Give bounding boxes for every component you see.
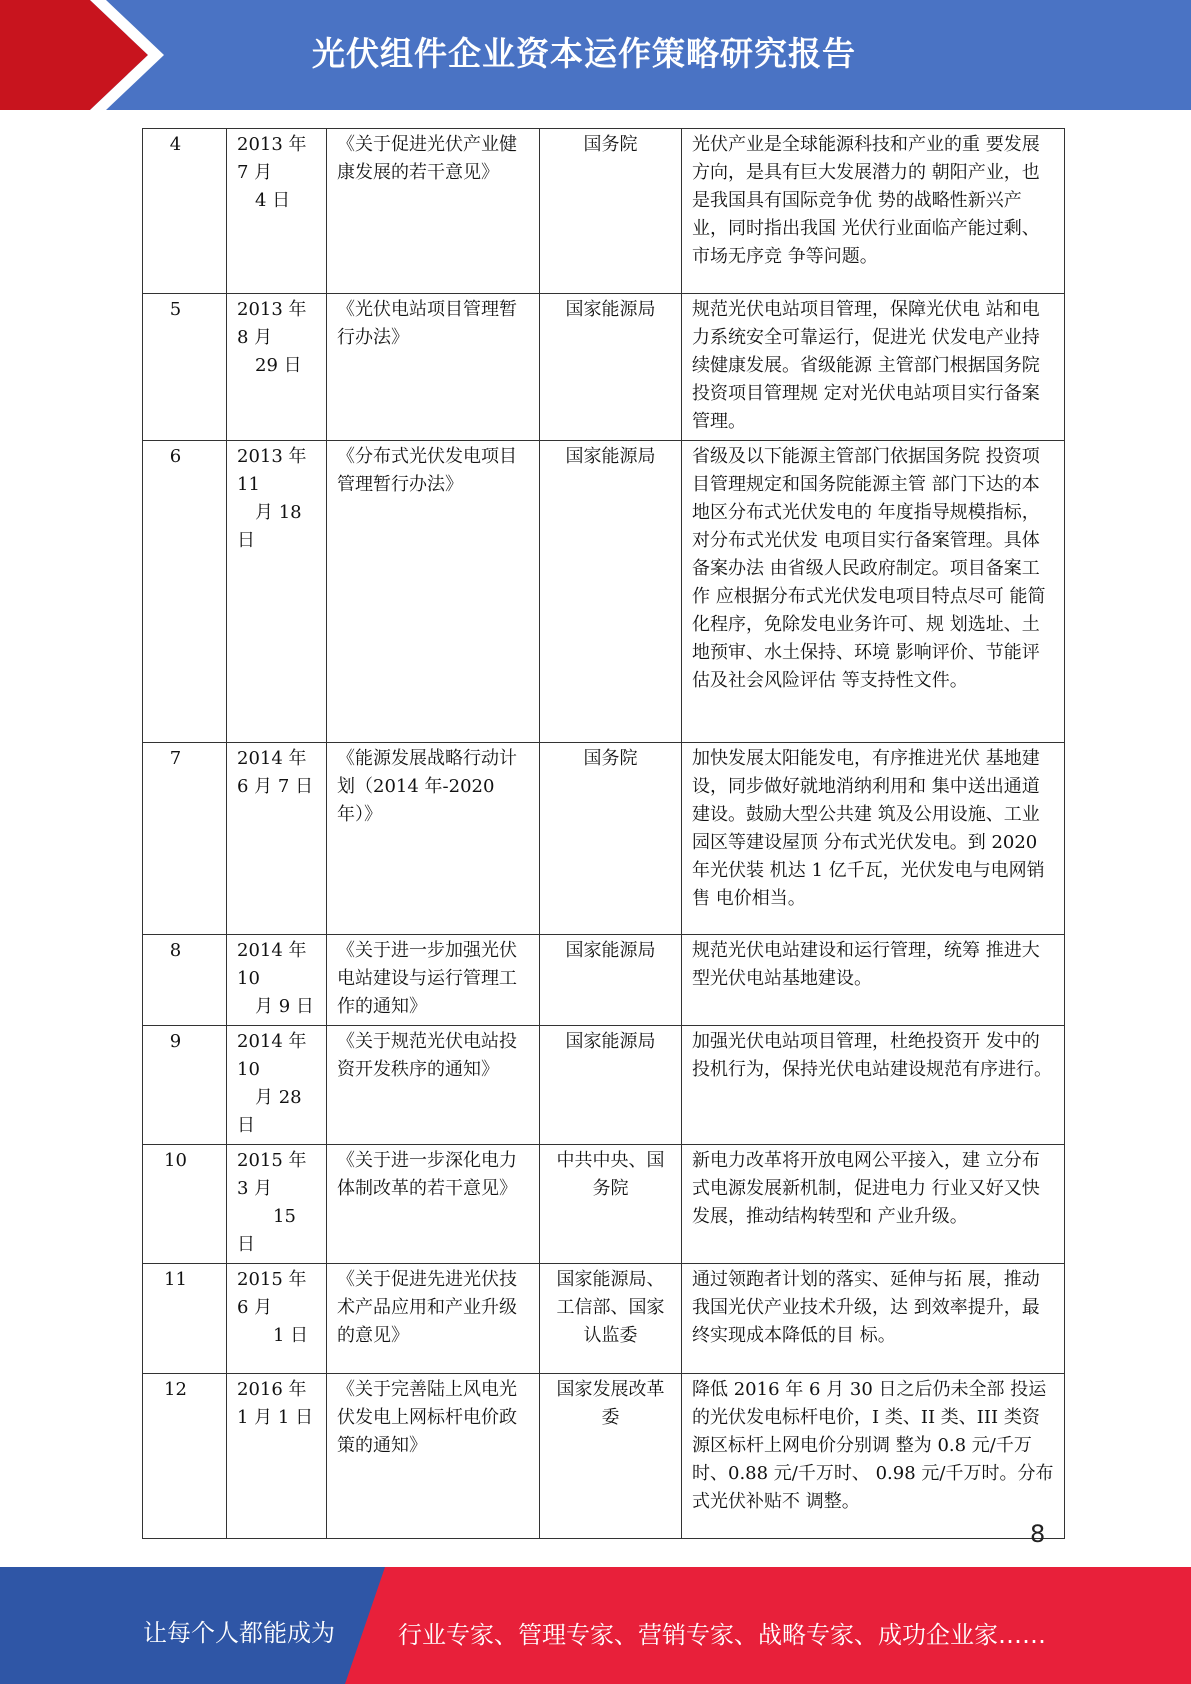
policy-table: [142, 128, 1065, 1539]
cell-description: 加快发展太阳能发电，有序推进光伏 基地建设，同步做好就地消纳利用和 集中送出通道建设。鼓励大型公共建 筑及公用设施、工业园区等建设屋顶 分布式光伏发电。到 2020 年光伏装 机达 1 亿千瓦，光伏发电与电网销售 电价相当。: [682, 743, 1065, 935]
cell-description: 规范光伏电站项目管理，保障光伏电 站和电力系统安全可靠运行，促进光 伏发电产业持续健康发展。省级能源 主管部门根据国务院投资项目管理规 定对光伏电站项目实行备案管理。: [682, 294, 1065, 441]
date-line: 2015 年: [237, 1269, 307, 1290]
date-line: 2014 年: [237, 940, 307, 961]
cell-issuing-body: 中共中央、国务院: [540, 1145, 682, 1264]
cell-date: [227, 294, 327, 441]
policy-table-wrapper: [142, 128, 1065, 1539]
date-line: 6 月 7 日: [237, 776, 314, 797]
page-number: 8: [1030, 1520, 1046, 1548]
cell-number: 4: [143, 129, 227, 294]
date-line: 2013 年: [237, 134, 307, 155]
page-footer: [0, 1567, 1191, 1684]
date-line: 8 月: [237, 327, 273, 348]
cell-policy-name: 《关于规范光伏电站投 资开发秩序的通知》: [327, 1026, 540, 1145]
cell-number: 5: [143, 294, 227, 441]
cell-description: 新电力改革将开放电网公平接入，建 立分布式电源发展新机制，促进电力 行业又好又快发展，推动结构转型和 产业升级。: [682, 1145, 1065, 1264]
date-line: 2016 年: [237, 1379, 307, 1400]
policy-table-body: [143, 129, 1065, 1539]
cell-issuing-body: 国家能源局: [540, 935, 682, 1026]
date-line: 3 月: [237, 1178, 273, 1199]
cell-policy-name: 《关于促进光伏产业健 康发展的若干意见》: [327, 129, 540, 294]
report-title: 光伏组件企业资本运作策略研究报告: [312, 34, 856, 73]
cell-number: 10: [143, 1145, 227, 1264]
date-line: 11: [237, 474, 260, 495]
cell-policy-name: 《关于促进先进光伏技 术产品应用和产业升级 的意见》: [327, 1264, 540, 1374]
cell-issuing-body: 国家能源局: [540, 1026, 682, 1145]
page-header: [0, 0, 1191, 110]
cell-number: 9: [143, 1026, 227, 1145]
cell-description: 通过领跑者计划的落实、延伸与拓 展，推动我国光伏产业技术升级，达 到效率提升，最终实现成本降低的目 标。: [682, 1264, 1065, 1374]
date-line: 29 日: [237, 355, 302, 376]
date-line: 10: [237, 968, 260, 989]
cell-policy-name: 《能源发展战略行动计 划（2014 年-2020 年）》: [327, 743, 540, 935]
date-line: 1 月 1 日: [237, 1407, 314, 1428]
cell-number: 8: [143, 935, 227, 1026]
table-row: [143, 129, 1065, 294]
cell-issuing-body: 国家能源局、工信部、国家认监委: [540, 1264, 682, 1374]
date-line: 2013 年: [237, 299, 307, 320]
cell-issuing-body: 国家能源局: [540, 294, 682, 441]
cell-issuing-body: 国家能源局: [540, 441, 682, 743]
cell-description: 规范光伏电站建设和运行管理，统筹 推进大型光伏电站基地建设。: [682, 935, 1065, 1026]
date-line: 2013 年: [237, 446, 307, 467]
date-line: 1 日: [237, 1325, 309, 1346]
cell-date: [227, 1145, 327, 1264]
table-row: [143, 1026, 1065, 1145]
cell-description: 降低 2016 年 6 月 30 日之后仍未全部 投运的光伏发电标杆电价，I 类、II 类、III 类资源区标杆上网电价分别调 整为 0.8 元/千万时、0.88 元/千万时、 0.98 元/千万时。分布式光伏补贴不 调整。: [682, 1374, 1065, 1539]
cell-policy-name: 《分布式光伏发电项目 管理暂行办法》: [327, 441, 540, 743]
table-row: [143, 294, 1065, 441]
date-line: 日: [237, 530, 255, 551]
date-line: 15 日: [237, 1206, 296, 1255]
cell-date: [227, 1026, 327, 1145]
table-row: [143, 743, 1065, 935]
date-line: 月 28 日: [237, 1087, 302, 1136]
date-line: 4 日: [237, 190, 291, 211]
cell-date: [227, 1264, 327, 1374]
date-line: 6 月: [237, 1297, 273, 1318]
table-row: [143, 441, 1065, 743]
footer-slogan-left: 让每个人都能成为: [143, 1619, 335, 1647]
date-line: 月 18: [237, 502, 302, 523]
date-line: 2014 年: [237, 748, 307, 769]
table-row: [143, 1145, 1065, 1264]
cell-policy-name: 《关于进一步加强光伏 电站建设与运行管理工 作的通知》: [327, 935, 540, 1026]
date-line: 月 9 日: [237, 996, 314, 1017]
date-line: 2015 年: [237, 1150, 307, 1171]
table-row: [143, 1264, 1065, 1374]
date-line: 10: [237, 1059, 260, 1080]
cell-description: 光伏产业是全球能源科技和产业的重 要发展方向，是具有巨大发展潜力的 朝阳产业，也是我国具有国际竞争优 势的战略性新兴产业，同时指出我国 光伏行业面临产能过剩、市场无序竞 争等问题。: [682, 129, 1065, 294]
cell-number: 7: [143, 743, 227, 935]
cell-policy-name: 《关于完善陆上风电光 伏发电上网标杆电价政 策的通知》: [327, 1374, 540, 1539]
table-row: [143, 1374, 1065, 1539]
date-line: 2014 年: [237, 1031, 307, 1052]
date-line: 7 月: [237, 162, 273, 183]
cell-number: 11: [143, 1264, 227, 1374]
cell-date: [227, 743, 327, 935]
cell-date: [227, 441, 327, 743]
cell-number: 12: [143, 1374, 227, 1539]
cell-issuing-body: 国务院: [540, 743, 682, 935]
table-row: [143, 935, 1065, 1026]
cell-date: [227, 129, 327, 294]
cell-description: 加强光伏电站项目管理，杜绝投资开 发中的投机行为，保持光伏电站建设规范有序进行。: [682, 1026, 1065, 1145]
cell-date: [227, 935, 327, 1026]
cell-issuing-body: 国家发展改革委: [540, 1374, 682, 1539]
cell-policy-name: 《关于进一步深化电力 体制改革的若干意见》: [327, 1145, 540, 1264]
footer-slogan-right: 行业专家、管理专家、营销专家、战略专家、成功企业家……: [398, 1621, 1046, 1649]
cell-policy-name: 《光伏电站项目管理暂 行办法》: [327, 294, 540, 441]
cell-description: 省级及以下能源主管部门依据国务院 投资项目管理规定和国务院能源主管 部门下达的本地区分布式光伏发电的 年度指导规模指标，对分布式光伏发 电项目实行备案管理。具体备案办法 由省级人民政府制定。项目备案工作 应根据分布式光伏发电项目特点尽可 能简化程序，免除发电业务许可、规 划选址、土地预审、水土保持、环境 影响评价、节能评估及社会风险评估 等支持性文件。: [682, 441, 1065, 743]
cell-issuing-body: 国务院: [540, 129, 682, 294]
cell-number: 6: [143, 441, 227, 743]
cell-date: [227, 1374, 327, 1539]
